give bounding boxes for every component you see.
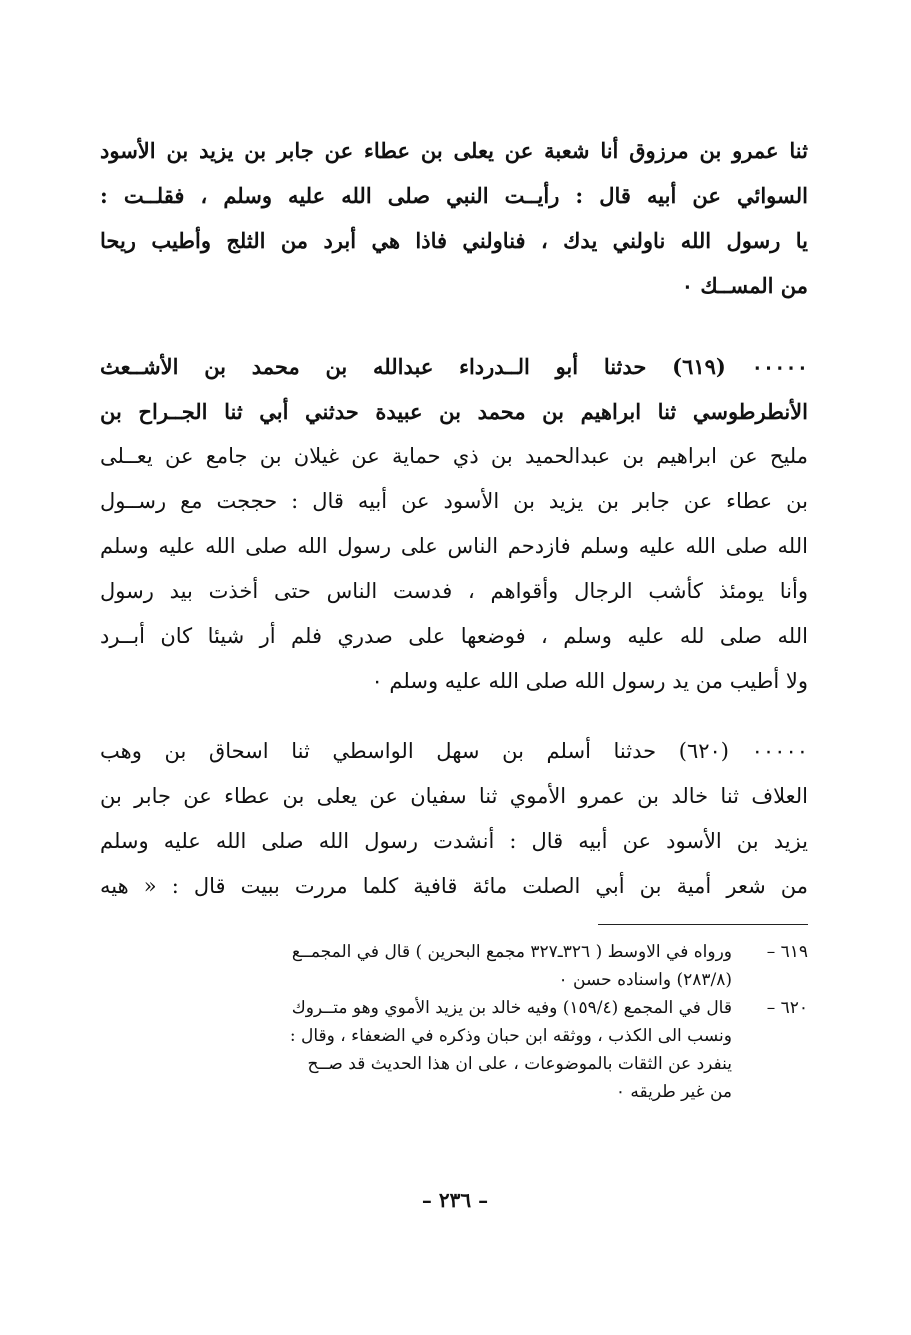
text-line: الله صلى لله عليه وسلم ، فوضعها على صدري فلم أر شيئا كان أبــرد: [100, 624, 808, 648]
text-line: ٠٠٠٠٠ (٦٢٠) حدثنا أسلم بن سهل الواسطي ثنا اسحاق بن وهب: [100, 739, 808, 763]
page-number: – ٢٣٦ –: [421, 1188, 489, 1212]
text-line: يا رسول الله ناولني يدك ، فناولني فاذا هي أبرد من الثلج وأطيب ريحا: [100, 228, 808, 253]
text-line: السوائي عن أبيه قال : رأيــت النبي صلى الله عليه وسلم ، فقلــت :: [100, 183, 808, 208]
text-line: ثنا عمرو بن مرزوق أنا شعبة عن يعلى بن عطاء عن جابر بن يزيد بن الأسود: [100, 138, 808, 163]
footnote-line: ينفرد عن الثقات بالموضوعات ، على ان هذا الحديث قد صــح: [307, 1054, 732, 1074]
footnote-number: ٦٢٠ –: [766, 998, 808, 1018]
text-line: بن عطاء عن جابر بن يزيد بن الأسود عن أبيه قال : حججت مع رســول: [100, 489, 808, 513]
paragraph-3-hadith-620: [100, 729, 808, 909]
footnote-619: [100, 938, 808, 994]
footnote-line: [100, 938, 808, 966]
footnote-line: ونسب الى الكذب ، ووثقه ابن حبان وذكره في الضعفاء ، وقال :: [289, 1026, 732, 1046]
paragraph-2-hadith-619: [100, 344, 808, 704]
footnotes: [100, 938, 808, 1106]
text-line: من شعر أمية بن أبي الصلت مائة قافية كلما مررت ببيت قال : « هيه: [100, 874, 808, 898]
footnote-line: من غير طريقه ٠: [615, 1082, 732, 1102]
text-line: الله صلى الله عليه وسلم فازدحم الناس على رسول الله صلى الله عليه وسلم: [100, 534, 808, 558]
footnote-text: قال في المجمع (١٥٩/٤) وفيه خالد بن يزيد الأموي وهو متــروك: [291, 998, 732, 1018]
text-line: ولا أطيب من يد رسول الله صلى الله عليه وسلم ٠: [371, 669, 808, 693]
footnote-separator: [598, 924, 808, 925]
footnote-text: ورواه في الاوسط ( ٣٢٦ـ٣٢٧ مجمع البحرين ) قال في المجمــع: [291, 942, 732, 962]
text-line: ٠٠٠٠٠ (٦١٩) حدثنا أبو الــدرداء عبدالله بن محمد بن الأشــعث: [100, 354, 808, 379]
footnote-line: [100, 994, 808, 1022]
footnote-line: (٢٨٣/٨) واسناده حسن ٠: [558, 970, 732, 990]
footnote-number: ٦١٩ –: [766, 942, 808, 962]
text-line: وأنا يومئذ كأشب الرجال وأقواهم ، فدست الناس حتى أخذت بيد رسول: [100, 579, 808, 603]
text-line: مليح عن ابراهيم بن عبدالحميد بن ذي حماية عن غيلان بن جامع عن يعــلى: [100, 444, 808, 468]
text-line: الأنطرطوسي ثنا ابراهيم بن محمد بن عبيدة حدثني أبي ثنا الجــراح بن: [100, 399, 808, 424]
text-line: العلاف ثنا خالد بن عمرو الأموي ثنا سفيان عن يعلى بن عطاء عن جابر بن: [100, 784, 808, 808]
text-line: يزيد بن الأسود عن أبيه قال : أنشدت رسول الله صلى الله عليه وسلم: [100, 829, 808, 853]
footnote-620: [100, 994, 808, 1106]
paragraph-1: [100, 128, 808, 308]
text-line: من المســك ٠: [681, 273, 808, 298]
